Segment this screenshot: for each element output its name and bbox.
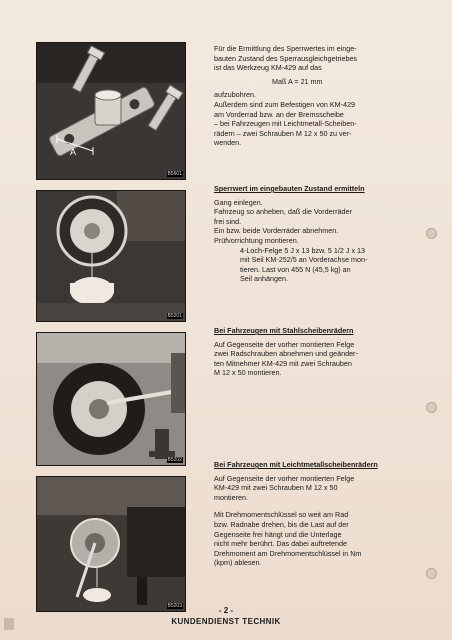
section-steel-wheels	[214, 326, 420, 378]
paragraph-body: Auf Gegenseite der vorher montierten Felge KM-429 mit zwei Schrauben M 12 x 50 montieren.	[214, 473, 355, 502]
alloy-hub-illustration	[37, 477, 185, 611]
section-measure-locking-value	[214, 184, 420, 284]
wheel-weight-illustration	[37, 191, 185, 321]
section-heading: Sperrwert im eingebauten Zustand ermitteln	[214, 184, 365, 193]
section-heading: Bei Fahrzeugen mit Stahlscheibenrädern	[214, 326, 354, 335]
photo-tool-km429	[36, 42, 186, 180]
steel-wheel-illustration	[37, 333, 185, 465]
binder-hole	[426, 228, 437, 239]
paragraph-indented: 4-Loch-Felge 5 J x 13 bzw. 5 1/2 J x 13 mit Seil KM-252/5 an Vorderachse mon- tieren. Last von 455 N (45,5 kg) an Seil anhängen.	[240, 245, 368, 284]
section-heading: Bei Fahrzeugen mit Leichtmetallscheibenrädern	[214, 460, 378, 469]
footer-title: KUNDENDIENST TECHNIK	[171, 617, 281, 626]
figure-number: B5201	[167, 313, 182, 319]
paragraph-torque: Mit Drehmomentschlüssel so weit am Rad bzw. Radnabe drehen, bis die Last auf der Gegenseite frei hängt und die Unterlage nicht mehr berührt. Das dabei auftretende Drehmoment am Drehmomentschlüssel in Nm (kpm) ablesen.	[214, 510, 362, 568]
paragraph-body: Gang einlegen. Fahrzeug so anheben, daß die Vorderräder frei sind. Ein bzw. beide Vorderräder abnehmen. Prüfvorrichtung montieren.	[214, 197, 352, 245]
figure-number: B5202	[167, 457, 182, 463]
callout-a: A	[70, 147, 77, 157]
photo-steel-wheel-wrench	[36, 332, 186, 466]
figure-number: B5203	[167, 603, 182, 609]
tool-illustration	[37, 43, 185, 179]
page-number: - 2 -	[218, 606, 234, 615]
binder-hole	[426, 568, 437, 579]
section-alloy-wheels	[214, 460, 420, 568]
photo-alloy-hub	[36, 476, 186, 612]
binder-hole	[426, 402, 437, 413]
paragraph-instructions: aufzubohren. Außerdem sind zum Befestigen von KM-429 am Vorderrad bzw. an der Bremsscheibe – bei Fahrzeugen mit Leichtmetall-Scheiben- rädern – zwei Schrauben M 12 x 50 zu ver- wenden.	[214, 90, 357, 148]
figure-number: B5601	[167, 171, 182, 177]
paragraph-body: Auf Gegenseite der vorher montierten Felge zwei Radschrauben abnehmen und geänder- ten Mitnehmer KM-429 mit zwei Schrauben M 12 x 50 montieren.	[214, 339, 358, 378]
section-tool-preparation	[214, 44, 420, 148]
paragraph-intro: Für die Ermittlung des Sperrwertes im einge- bauten Zustand des Sperrausgleichgetriebes ist das Werkzeug KM-429 auf das	[214, 44, 358, 73]
photo-wheel-weight	[36, 190, 186, 322]
measurement-formula: Maß A = 21 mm	[272, 76, 323, 86]
